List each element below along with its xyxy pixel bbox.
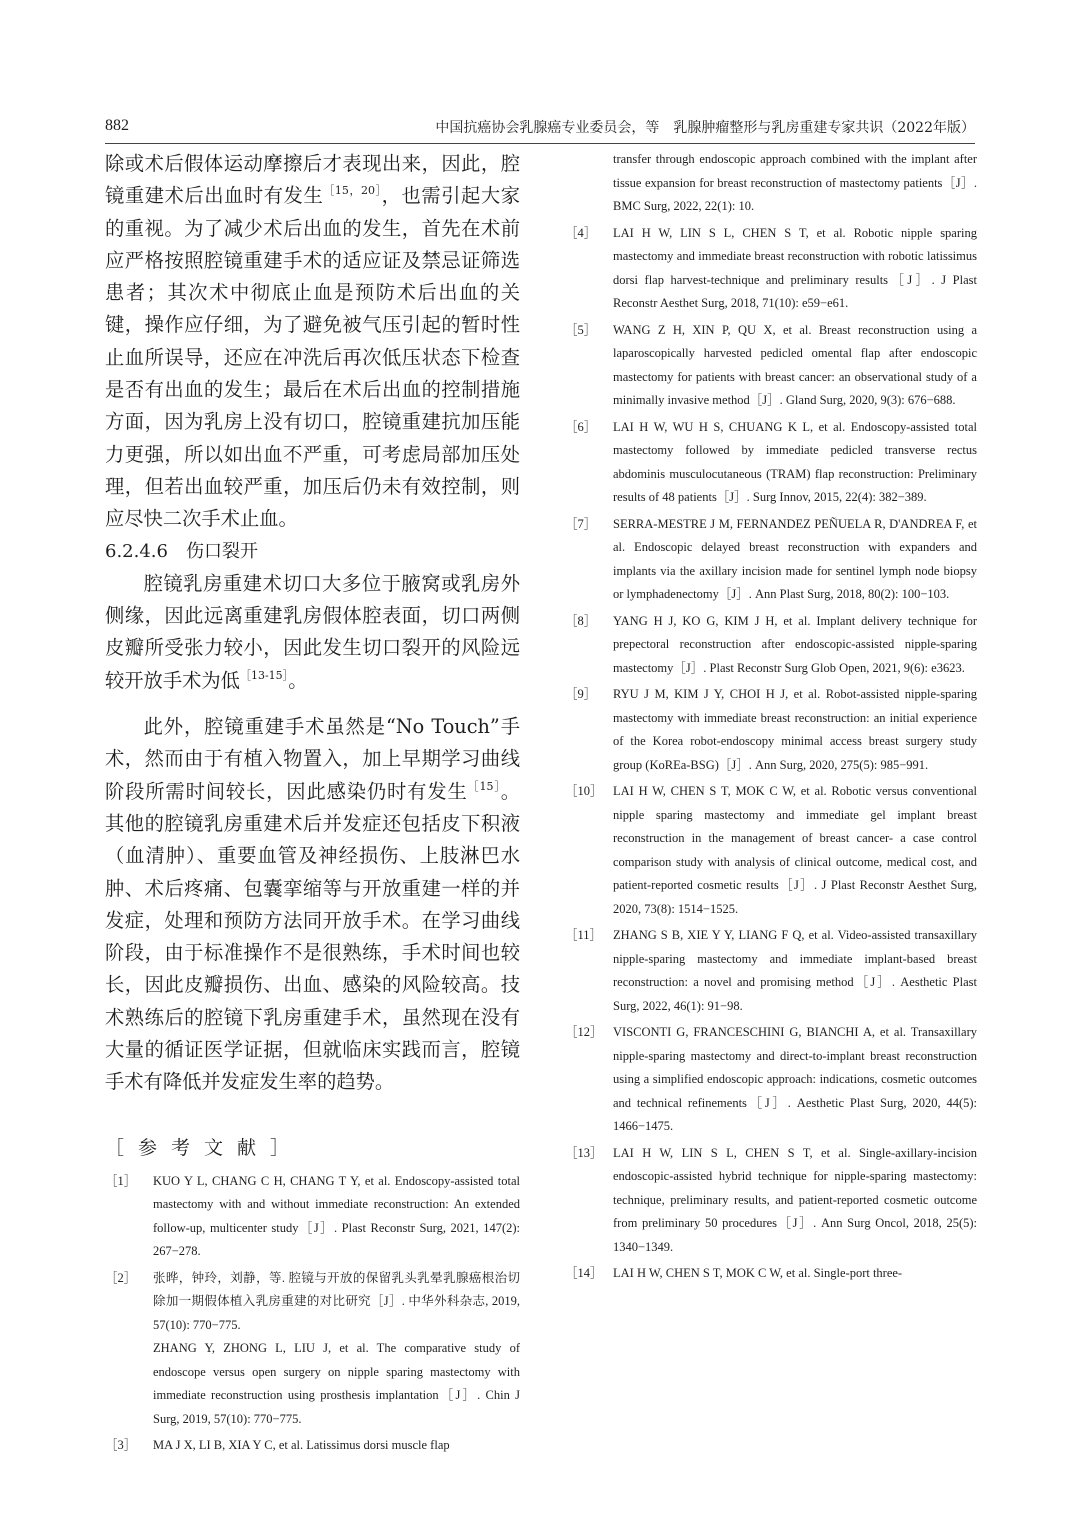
- reference-text: LAI H W, CHEN S T, MOK C W, et al. Single-port three-: [613, 1266, 903, 1280]
- references-title: ［参考文献］: [105, 1136, 304, 1159]
- reference-continuation: transfer through endoscopic approach combined with the implant after tissue expansion for breast reconstruction of mastectomy patients［J］. BMC Surg, 2022, 22(1): 10.: [613, 152, 977, 213]
- reference-text: RYU J M, KIM J Y, CHOI H J, et al. Robot-assisted nipple-sparing mastectomy with immediate breast reconstruction: an initial experience of the Korea robot-endoscopy minimal access breast surgery study group (KoREa-BSG)［J］. Ann Surg, 2020, 275(5): 985−991.: [613, 687, 977, 772]
- reference-text: KUO Y L, CHANG C H, CHANG T Y, et al. Endoscopy-assisted total mastectomy with and without immediate reconstruction: An extended follow-up, multicenter study［J］. Plast Reconstr Surg, 2021, 147(2): 267−278.: [153, 1173, 520, 1259]
- reference-text: VISCONTI G, FRANCESCHINI G, BIANCHI A, et al. Transaxillary nipple-sparing mastectomy and direct-to-implant breast reconstruction using a simplified endoscopic approach: indications, cosmetic outcomes and technical refinements［J］. Aesthetic Plast Surg, 2020, 44(5): 1466−1475.: [613, 1025, 977, 1133]
- reference-text: LAI H W, LIN S L, CHEN S T, et al. Robotic nipple sparing mastectomy and immediate breast reconstruction with robotic latissimus dorsi flap harvest-technique and preliminary results［J］. J Plast Reconstr Aesthet Surg, 2018, 71(10): e59−e61.: [613, 225, 977, 310]
- citation: ［15，20］: [323, 184, 382, 198]
- reference-item: [565, 683, 977, 777]
- reference-number: ［14］: [565, 1266, 603, 1280]
- reference-text: LAI H W, LIN S L, CHEN S T, et al. Single-axillary-incision endoscopic-assisted hybrid technique for nipple-sparing mastectomy: technique, preliminary results, and patient-reported cosmetic outcome from preliminary 50 procedures［J］. Ann Surg Oncol, 2018, 25(5): 1340−1349.: [613, 1145, 977, 1254]
- paragraph-text: ，也需引起大家的重视。为了减少术后出血的发生，首先在术前应严格按照腔镜重建手术的适应证及禁忌证筛选患者；其次术中彻底止血是预防术后出血的关键，操作应仔细，为了避免被气压引起的暂时性止血所误导，还应在冲洗后再次低压状态下检查是否有出血的发生；最后在术后出血的控制措施方面，因为乳房上没有切口，腔镜重建抗加压能力更强，所以如出血不严重，可考虑局部加压处理，但若出血较严重，加压后仍未有效控制，则应尽快二次手术止血。: [105, 184, 521, 531]
- reference-number: ［4］: [565, 225, 597, 240]
- reference-text: 张晔，钟玲，刘静，等. 腔镜与开放的保留乳头乳晕乳腺癌根治切除加一期假体植入乳房重建的对比研究［J］. 中华外科杂志, 2019, 57(10): 770−775.: [153, 1270, 520, 1332]
- right-column: [565, 148, 977, 1289]
- paragraph-infection: [105, 711, 520, 1099]
- reference-text: MA J X, LI B, XIA Y C, et al. Latissimus dorsi muscle flap: [153, 1438, 450, 1453]
- reference-item: [565, 610, 977, 681]
- reference-text: ZHANG S B, XIE Y Y, LIANG F Q, et al. Video-assisted transaxillary nipple-sparing mastectomy and immediate implant-based breast reconstruction: a novel and promising method［J］. Aesthetic Plast Surg, 2022, 46(1): 91−98.: [613, 928, 977, 1013]
- reference-number: ［7］: [565, 516, 597, 531]
- citation: ［15］: [467, 779, 501, 793]
- reference-item: [105, 1434, 520, 1458]
- reference-item: [565, 319, 977, 413]
- reference-item: [565, 780, 977, 921]
- citation: ［13-15］: [239, 668, 289, 682]
- reference-number: ［1］: [105, 1173, 137, 1188]
- reference-number: ［10］: [565, 784, 603, 798]
- reference-number: ［5］: [565, 322, 597, 337]
- paragraph-wound: [105, 568, 520, 697]
- reference-item: [105, 1267, 520, 1432]
- reference-item: [565, 1142, 977, 1260]
- reference-item: [565, 1021, 977, 1139]
- reference-text: YANG H J, KO G, KIM J H, et al. Implant delivery technique for prepectoral reconstruction after endoscopic-assisted nipple-sparing mastectomy［J］. Plast Reconstr Surg Glob Open, 2021, 9(6): e3623.: [613, 613, 977, 675]
- paragraph-text: 除或术后假体运动摩擦后才表现出来，因此，腔镜重建术后出血时有发生: [105, 152, 520, 208]
- paragraph-text: 腔镜乳房重建术切口大多位于腋窝或乳房外侧缘，因此远离重建乳房假体腔表面，切口两侧皮瓣所受张力较小，因此发生切口裂开的风险远较开放手术为低: [105, 571, 520, 692]
- reference-item: [565, 1262, 977, 1286]
- reference-text: LAI H W, WU H S, CHUANG K L, et al. Endoscopy-assisted total mastectomy followed by immediate pedicled transverse rectus abdominis musculocutaneous (TRAM) flap reconstruction: Preliminary results of 48 patients［J］. Surg Innov, 2015, 22(4): 382−389.: [613, 419, 977, 504]
- paragraph-text: 。: [288, 668, 308, 692]
- reference-item: [565, 416, 977, 510]
- reference-number: ［11］: [565, 928, 603, 942]
- reference-number: ［12］: [565, 1025, 603, 1039]
- page-number: 882: [105, 117, 129, 134]
- page-header: [105, 115, 975, 144]
- paragraph-bleeding: [105, 148, 520, 536]
- reference-translation: ZHANG Y, ZHONG L, LIU J, et al. The comparative study of endoscope versus open surgery on nipple sparing mastectomy with immediate reconstruction using prosthesis implantation［J］. Chin J Surg, 2019, 57(10): 770−775.: [153, 1341, 520, 1426]
- reference-item: [565, 924, 977, 1018]
- reference-number: ［6］: [565, 419, 597, 434]
- running-head: 中国抗癌协会乳腺癌专业委员会，等 乳腺肿瘤整形与乳房重建专家共识（2022年版）: [435, 120, 975, 136]
- reference-number: ［8］: [565, 613, 597, 628]
- paragraph-text: 。: [500, 779, 520, 803]
- paragraph-text: 此外，腔镜重建手术虽然是“No Touch”手术，然而由于有植入物置入，加上早期学习曲线阶段所需时间较长，因此感染仍时有发生: [105, 715, 520, 803]
- reference-text: LAI H W, CHEN S T, MOK C W, et al. Robotic versus conventional nipple sparing mastectomy and immediate gel implant breast reconstruction in the management of breast cancer- a case control comparison study with analysis of clinical outcome, medical cost, and patient-reported cosmetic results［J］. J Plast Reconstr Aesthet Surg, 2020, 73(8): 1514−1525.: [613, 784, 977, 916]
- reference-number: ［3］: [105, 1438, 137, 1453]
- reference-number: ［2］: [105, 1270, 137, 1285]
- reference-number: ［9］: [565, 687, 597, 701]
- reference-item: [105, 1170, 520, 1264]
- paragraph-text: 其他的腔镜乳房重建术后并发症还包括皮下积液（血清肿）、重要血管及神经损伤、上肢淋巴水肿、术后疼痛、包囊挛缩等与开放重建一样的并发症，处理和预防方法同开放手术。在学习曲线阶段，由于标准操作不是很熟练，手术时间也较长，因此皮瓣损伤、出血、感染的风险较高。技术熟练后的腔镜下乳房重建手术，虽然现在没有大量的循证医学证据，但就临床实践而言，腔镜手术有降低并发症发生率的趋势。: [105, 811, 520, 1094]
- reference-text: WANG Z H, XIN P, QU X, et al. Breast reconstruction using a laparoscopically harvested pedicled omental flap after endoscopic mastectomy for patients with breast cancer: an observational study of a minimally invasive method［J］. Gland Surg, 2020, 9(3): 676−688.: [613, 322, 977, 407]
- reference-text: SERRA-MESTRE J M, FERNANDEZ PEÑUELA R, D'ANDREA F, et al. Endoscopic delayed breast reconstruction with expanders and implants via the axillary incision made for sentinel lymph node biopsy or lymphadenectomy［J］. Ann Plast Surg, 2018, 80(2): 100−103.: [613, 516, 977, 601]
- left-column: [105, 148, 520, 1461]
- reference-item: [565, 513, 977, 607]
- reference-number: ［13］: [565, 1145, 603, 1160]
- section-heading: 6.2.4.6 伤口裂开: [105, 540, 258, 562]
- reference-item: [565, 222, 977, 316]
